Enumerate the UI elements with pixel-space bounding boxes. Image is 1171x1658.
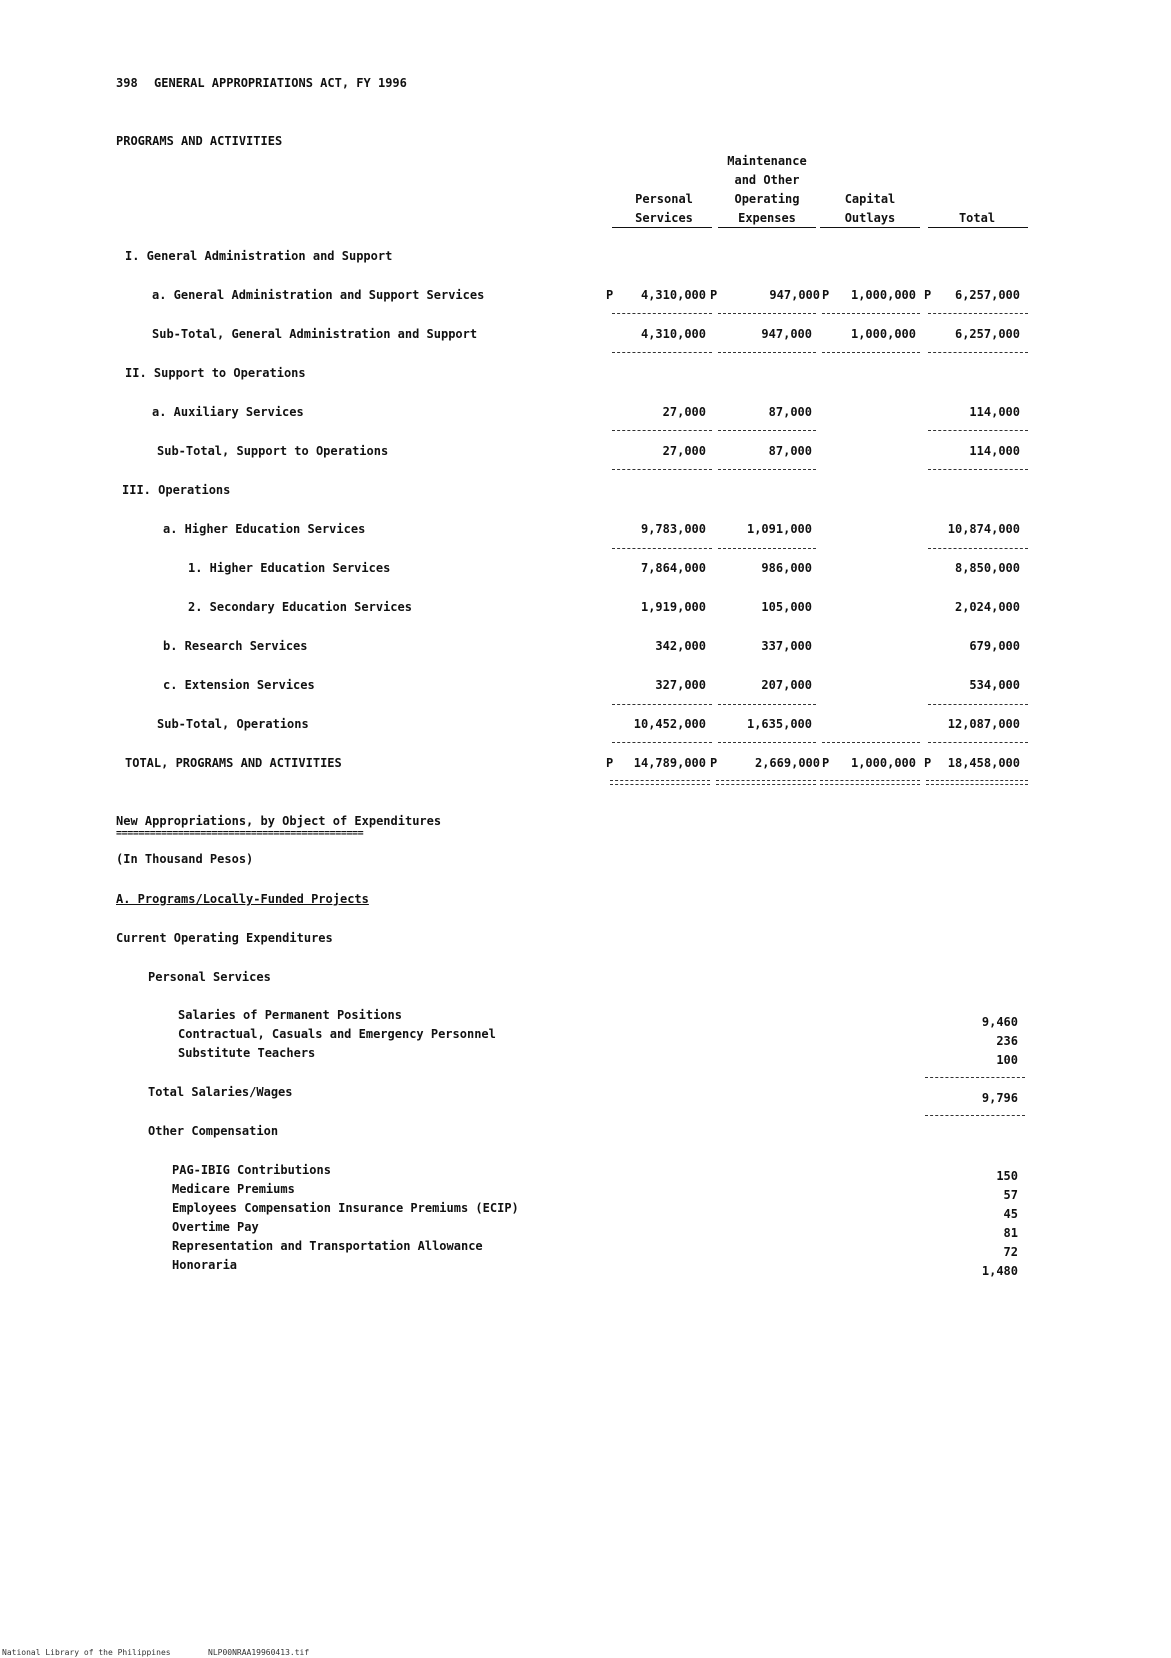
- value-capital-outlays: 1,000,000: [850, 756, 916, 770]
- rule: [612, 469, 712, 470]
- value-personal-services: 9,783,000: [640, 522, 706, 536]
- program-heading: I. General Administration and Support: [125, 249, 393, 263]
- value-total: 8,850,000: [954, 561, 1020, 575]
- compensation-item: Honoraria: [172, 1258, 238, 1272]
- value-mooe: 207,000: [761, 678, 812, 692]
- value-total: 2,024,000: [954, 600, 1020, 614]
- rule: [928, 430, 1028, 431]
- rule: [718, 352, 816, 353]
- total-salaries-label: Total Salaries/Wages: [148, 1085, 293, 1099]
- item-label: c. Extension Services: [163, 678, 315, 692]
- value-personal-services: 27,000: [662, 405, 706, 419]
- double-rule: [610, 780, 710, 785]
- compensation-item: Representation and Transportation Allowance: [172, 1239, 483, 1253]
- value-total: 534,000: [969, 678, 1020, 692]
- value-mooe: 1,091,000: [746, 522, 812, 536]
- rule: [612, 742, 712, 743]
- rule: [928, 352, 1028, 353]
- unit-label: (In Thousand Pesos): [116, 852, 254, 866]
- page-number: 398: [116, 76, 138, 90]
- rule: [822, 352, 920, 353]
- peso-sign: P: [924, 288, 932, 302]
- program-heading: II. Support to Operations: [125, 366, 306, 380]
- peso-sign: P: [924, 756, 932, 770]
- value-mooe: 947,000: [769, 288, 820, 302]
- value-personal-services: 10,452,000: [633, 717, 706, 731]
- compensation-value: 1,480: [981, 1264, 1018, 1278]
- value-capital-outlays: 1,000,000: [850, 327, 916, 341]
- subtotal-label: Sub-Total, Operations: [157, 717, 309, 731]
- rule: [718, 430, 816, 431]
- item-label: a. Higher Education Services: [163, 522, 366, 536]
- peso-sign: P: [606, 756, 614, 770]
- double-rule: [820, 780, 920, 785]
- col-header-total: Total: [958, 211, 996, 225]
- value-personal-services: 1,919,000: [640, 600, 706, 614]
- grand-total-label: TOTAL, PROGRAMS AND ACTIVITIES: [125, 756, 342, 770]
- sub-item-label: 1. Higher Education Services: [188, 561, 391, 575]
- value-total: 10,874,000: [947, 522, 1020, 536]
- compensation-item: Medicare Premiums: [172, 1182, 295, 1196]
- compensation-value: 150: [996, 1169, 1018, 1183]
- salary-value: 236: [996, 1034, 1018, 1048]
- footer-library: National Library of the Philippines: [2, 1648, 171, 1657]
- col-header-personal-services: Personal Services: [635, 192, 693, 225]
- rule: [928, 742, 1028, 743]
- col-header-mooe: Maintenance and Other Operating Expenses: [727, 154, 807, 225]
- compensation-value: 72: [1003, 1245, 1018, 1259]
- double-rule: [926, 780, 1028, 785]
- value-mooe: 2,669,000: [754, 756, 820, 770]
- rule: [612, 704, 712, 705]
- total-salaries-value: 9,796: [981, 1091, 1018, 1105]
- value-personal-services: 4,310,000: [640, 327, 706, 341]
- running-title: GENERAL APPROPRIATIONS ACT, FY 1996: [154, 76, 407, 90]
- rule: [718, 742, 816, 743]
- rule: [822, 313, 920, 314]
- value-mooe: 947,000: [761, 327, 812, 341]
- peso-sign: P: [822, 288, 830, 302]
- value-total: 114,000: [969, 405, 1020, 419]
- value-mooe: 87,000: [768, 405, 812, 419]
- section-a-heading: A. Programs/Locally-Funded Projects: [116, 892, 369, 906]
- value-total: 18,458,000: [947, 756, 1020, 770]
- header-underline: [612, 227, 712, 228]
- salary-item: Substitute Teachers: [178, 1046, 316, 1060]
- value-mooe: 87,000: [768, 444, 812, 458]
- compensation-item: Overtime Pay: [172, 1220, 259, 1234]
- subtotal-label: Sub-Total, Support to Operations: [157, 444, 389, 458]
- value-total: 114,000: [969, 444, 1020, 458]
- rule: [928, 548, 1028, 549]
- peso-sign: P: [710, 288, 718, 302]
- compensation-item: Employees Compensation Insurance Premiums (ECIP): [172, 1201, 519, 1215]
- header-underline: [718, 227, 816, 228]
- salary-item: Contractual, Casuals and Emergency Personnel: [178, 1027, 496, 1041]
- section-title: PROGRAMS AND ACTIVITIES: [116, 134, 283, 148]
- value-personal-services: 4,310,000: [640, 288, 706, 302]
- value-personal-services: 27,000: [662, 444, 706, 458]
- other-compensation-heading: Other Compensation: [148, 1124, 279, 1138]
- peso-sign: P: [822, 756, 830, 770]
- personal-services-heading: Personal Services: [148, 970, 271, 984]
- header-underline: [820, 227, 920, 228]
- rule: [822, 742, 920, 743]
- peso-sign: P: [606, 288, 614, 302]
- rule: [718, 704, 816, 705]
- header-underline: [928, 227, 1028, 228]
- sub-item-label: 2. Secondary Education Services: [188, 600, 412, 614]
- value-personal-services: 7,864,000: [640, 561, 706, 575]
- value-capital-outlays: 1,000,000: [850, 288, 916, 302]
- rule: [925, 1115, 1025, 1116]
- rule: [612, 430, 712, 431]
- peso-sign: P: [710, 756, 718, 770]
- value-total: 6,257,000: [954, 327, 1020, 341]
- rule: [718, 548, 816, 549]
- value-personal-services: 342,000: [655, 639, 706, 653]
- col-header-capital-outlays: Capital Outlays: [844, 192, 896, 225]
- value-total: 679,000: [969, 639, 1020, 653]
- item-label: a. General Administration and Support Services: [152, 288, 485, 302]
- item-label: a. Auxiliary Services: [152, 405, 304, 419]
- footer-filename: NLP00NRAA19960413.tif: [208, 1648, 310, 1657]
- current-opex-heading: Current Operating Expenditures: [116, 931, 333, 945]
- salary-value: 9,460: [981, 1015, 1018, 1029]
- value-mooe: 337,000: [761, 639, 812, 653]
- compensation-item: PAG-IBIG Contributions: [172, 1163, 331, 1177]
- rule: [718, 469, 816, 470]
- double-rule: [716, 780, 816, 785]
- compensation-value: 57: [1003, 1188, 1018, 1202]
- value-total: 12,087,000: [947, 717, 1020, 731]
- subtotal-label: Sub-Total, General Administration and Support: [152, 327, 478, 341]
- rule: [612, 352, 712, 353]
- value-total: 6,257,000: [954, 288, 1020, 302]
- rule: [925, 1077, 1025, 1078]
- rule: [928, 469, 1028, 470]
- value-mooe: 105,000: [761, 600, 812, 614]
- program-heading: III. Operations: [122, 483, 231, 497]
- value-mooe: 1,635,000: [746, 717, 812, 731]
- rule: [928, 704, 1028, 705]
- rule: [928, 313, 1028, 314]
- salary-value: 100: [996, 1053, 1018, 1067]
- rule: [612, 313, 712, 314]
- rule: [612, 548, 712, 549]
- rule: [718, 313, 816, 314]
- title-underline: ============================================: [116, 828, 364, 839]
- new-appropriations-title: New Appropriations, by Object of Expenditures: [116, 814, 442, 828]
- value-personal-services: 327,000: [655, 678, 706, 692]
- value-mooe: 986,000: [761, 561, 812, 575]
- compensation-value: 45: [1003, 1207, 1018, 1221]
- value-personal-services: 14,789,000: [633, 756, 706, 770]
- compensation-value: 81: [1003, 1226, 1018, 1240]
- salary-item: Salaries of Permanent Positions: [178, 1008, 402, 1022]
- item-label: b. Research Services: [163, 639, 308, 653]
